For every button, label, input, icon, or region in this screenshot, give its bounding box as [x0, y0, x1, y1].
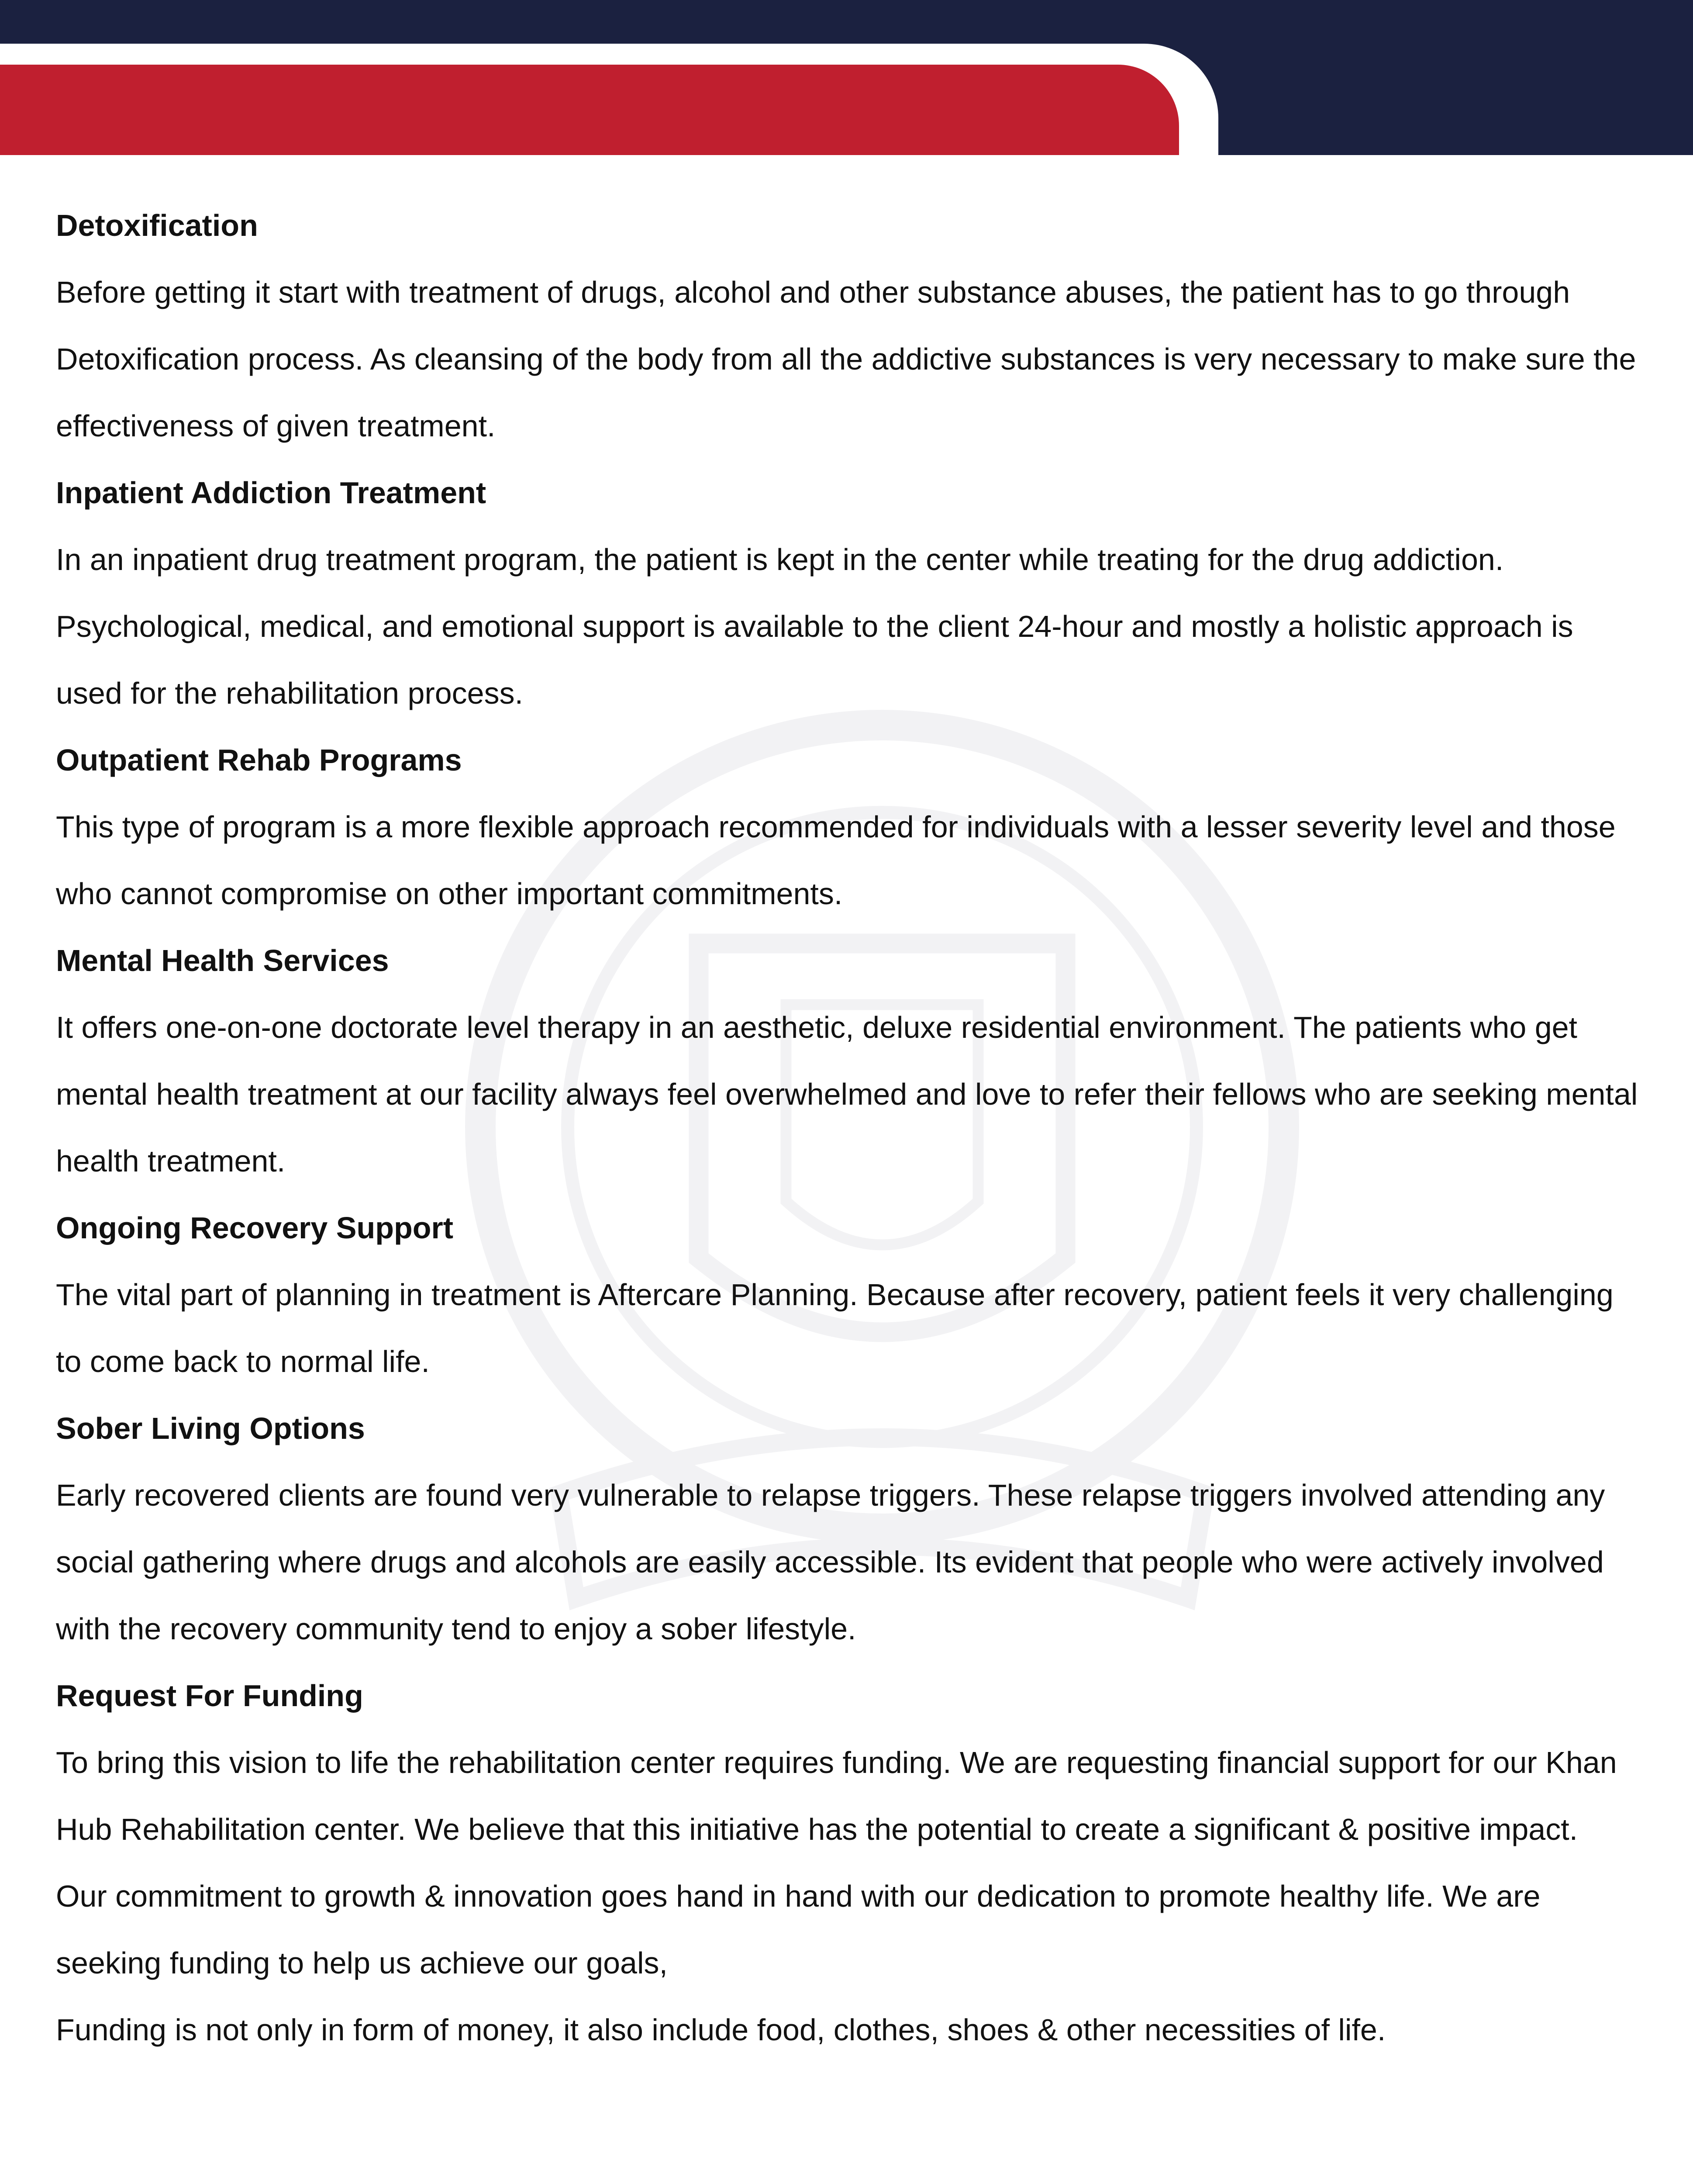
section-paragraph: The vital part of planning in treatment is Aftercare Planning. Because after recovery, patient feels it very challenging to come back to normal life. [56, 1278, 1614, 1379]
section-paragraph: Funding is not only in form of money, it also include food, clothes, shoes & other necessities of life. [56, 2013, 1386, 2047]
section-heading: Mental Health Services [56, 943, 389, 978]
section-outpatient-rehab-programs [56, 727, 1645, 927]
section-request-for-funding [56, 1662, 1645, 2063]
section-heading: Detoxification [56, 208, 258, 242]
section-paragraph: Our commitment to growth & innovation goes hand in hand with our dedication to promote healthy life. We are seeking funding to help us achieve our goals, [56, 1879, 1541, 1980]
section-heading: Ongoing Recovery Support [56, 1211, 454, 1245]
section-heading: Inpatient Addiction Treatment [56, 476, 486, 510]
section-paragraph: Early recovered clients are found very vulnerable to relapse triggers. These relapse triggers involved attending any social gathering where drugs and alcohols are easily accessible. Its evident that people who were actively involved with the recovery community tend to enjoy a sober lifestyle. [56, 1478, 1605, 1646]
header-banner [0, 0, 1693, 155]
document-body [56, 192, 1645, 2063]
section-detoxification [56, 192, 1645, 460]
section-mental-health-services [56, 927, 1645, 1195]
section-paragraph: In an inpatient drug treatment program, the patient is kept in the center while treating for the drug addiction. Psychological, medical, and emotional support is available to the client 24-hour and mostly a holistic approach is used for the rehabilitation process. [56, 543, 1573, 710]
section-sober-living-options [56, 1395, 1645, 1662]
section-paragraph: It offers one-on-one doctorate level therapy in an aesthetic, deluxe residential environment. The patients who get mental health treatment at our facility always feel overwhelmed and love to refer their fellows who are seeking mental health treatment. [56, 1010, 1638, 1178]
section-heading: Request For Funding [56, 1679, 363, 1713]
section-ongoing-recovery-support [56, 1195, 1645, 1395]
section-paragraph: Before getting it start with treatment of drugs, alcohol and other substance abuses, the patient has to go through Detoxification process. As cleansing of the body from all the addictive substances is very necessary to make sure the effectiveness of given treatment. [56, 275, 1636, 443]
section-heading: Sober Living Options [56, 1411, 365, 1445]
section-heading: Outpatient Rehab Programs [56, 743, 462, 777]
section-paragraph: To bring this vision to life the rehabilitation center requires funding. We are requesting financial support for our Khan Hub Rehabilitation center. We believe that this initiative has the potential to create a significant & positive impact. [56, 1745, 1617, 1846]
section-paragraph: This type of program is a more flexible approach recommended for individuals with a lesser severity level and those who cannot compromise on other important commitments. [56, 810, 1616, 911]
section-inpatient-addiction-treatment [56, 460, 1645, 727]
